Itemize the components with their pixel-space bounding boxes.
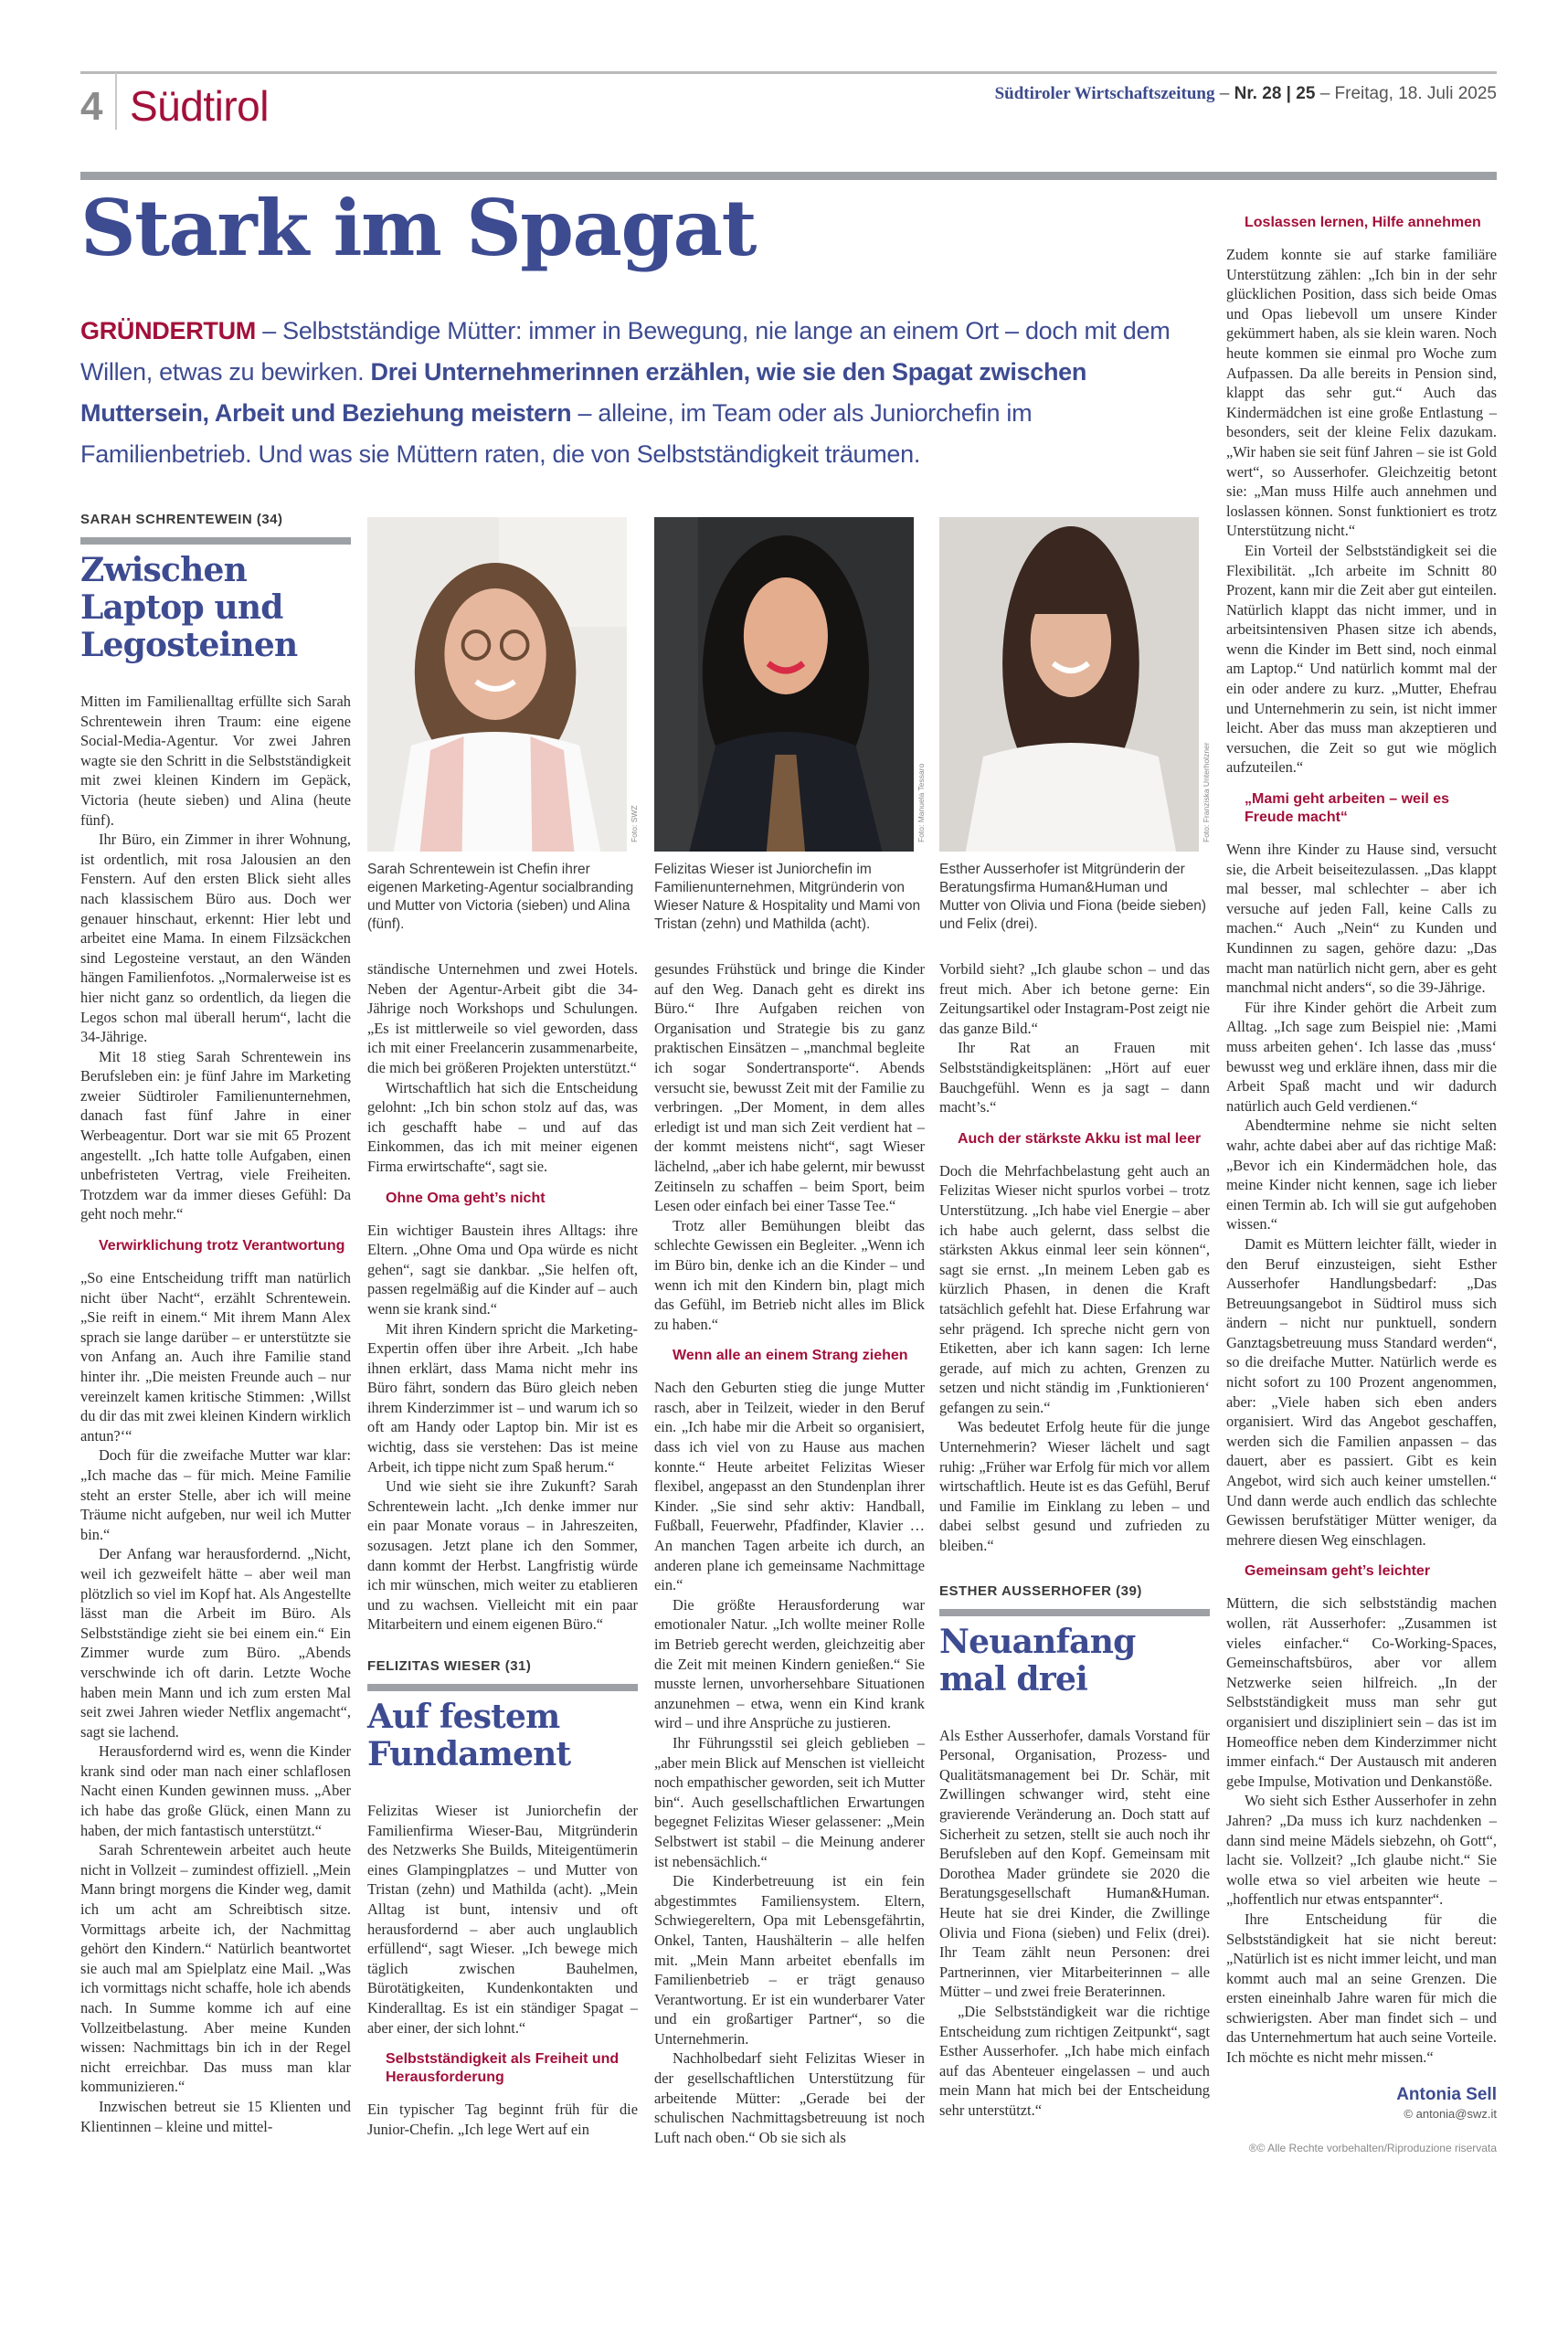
top-rule (80, 71, 1497, 74)
paragraph: Vorbild sieht? „Ich glaube schon – und das freut mich. Aber ich betone gerne: Ein Zeitungsartikel oder Instagram-Post zeigt nie das ganze Bild.“ (939, 960, 1210, 1037)
paragraph: Mitten im Familienalltag erfüllte sich Sarah Schrentewein ihren Traum: eine eigene Social-Media-Agentur. Vor zwei Jahren wagte sie den Schritt in die Selbstständigkeit mit zwei kleinen Kindern im Gepäck, Victoria (heute sieben) und Alina (heute fünf). (80, 693, 351, 829)
subheading: Ohne Oma geht’s nicht (386, 1190, 546, 1206)
paragraph: Inzwischen betreut sie 15 Klienten und Klientinnen – kleine und mittel- (80, 2097, 351, 2135)
page-number: 4 (80, 84, 103, 129)
paragraph: Ein Vorteil der Selbstständigkeit sei die Flexibilität. „Ich arbeite im Schnitt 80 Prozent, kann mir die Zeit aber gut einteilen. Natürlich klappt das nicht immer, und in arbeitsintensiven Phasen sitze ich abends, wenn die Kinder im Bett sind, noch einmal am Laptop.“ Und natürlich kommt mal der ein oder andere zu kurz. „Mutter, Ehefrau und Unternehmerin zu sein, ist nicht immer leicht. Aber das muss man akzeptieren und versuchen, die Zeit so gut wie möglich aufzuteilen.“ (1226, 541, 1497, 777)
paragraph: Nach den Geburten stieg die junge Mutter rasch, aber in Teilzeit, wieder in den Beruf ein. „Ich habe mir die Arbeit so organisiert, dass ich viel von zu Hause aus machen konnte.“ Heute arbeitet Felizitas Wieser flexibel, angepasst an den Stundenplan ihrer Kinder. „Sie sind sehr aktiv: Handball, Fußball, Feuerwehr, Pfadfinder, Klavier … An manchen Tagen arbeite ich durch, an anderen plane ich gemeinsame Nachmittage ein.“ (654, 1379, 925, 1594)
paragraph: Ihre Entscheidung für die Selbstständigkeit hat sie nicht bereut: „Natürlich ist es nicht immer leicht, und man kommt auch mal an seine Grenzen. Die ersten eineinhalb Jahre waren für mich die schwierigsten. Aber man findet sich – und das Unternehmertum hat auch seine Vorteile. Ich möchte es nicht mehr missen.“ (1226, 1910, 1497, 2067)
photo-credit-text: Foto: Franziska Unterholzner (1202, 742, 1211, 842)
caption-esther: Esther Ausserhofer ist Mitgründerin der Beratungsfirma Human&Human und Mutter von Olivia und Fiona (beide sieben) und Felix (drei). (939, 862, 1207, 932)
masthead-separator-2: – (1319, 84, 1330, 103)
rights-notice: ®© Alle Rechte vorbehalten/Riproduzione riservata (1248, 2141, 1497, 2154)
paragraph: Trotz aller Bemühungen bleibt das schlechte Gewissen ein Begleiter. „Wenn ich im Büro bin, denke ich an die Kinder – und wenn ich mit den Kindern bin, plagt mich das Gefühl, im Betrieb nicht alles im Blick zu haben.“ (654, 1216, 925, 1333)
person-label-sarah: SARAH SCHRENTEWEIN (34) (80, 512, 283, 527)
photo-credit-felizitas (916, 517, 927, 852)
person-rule (80, 537, 351, 545)
paragraph: Wirtschaftlich hat sich die Entscheidung gelohnt: „Ich bin schon stolz auf das, was ich geschafft habe – und auf das Einkommen, das ich mit meiner eigenen Firma erwirtschafte“, sagt sie. (367, 1078, 638, 1175)
lead-text-2: – alleine, im Team oder als Juniorchefin im Familienbetrieb. Und was sie Müttern raten, die von Selbstständigkeit träumen. (80, 399, 1033, 468)
masthead-separator: – (1219, 84, 1230, 103)
column-4 (939, 959, 1210, 2121)
paragraph: Was bedeutet Erfolg heute für die junge Unternehmerin? Wieser lächelt und sagt ruhig: „Früher war Erfolg für mich vor allem wirtschaftlich. Heute ist es das Gefühl, Beruf und Familie im Einklang zu leben – und dabei selbst gesund und zufrieden zu bleiben.“ (939, 1418, 1210, 1555)
column-2 (367, 959, 638, 2139)
paragraph: Ihr Rat an Frauen mit Selbstständigkeitsplänen: „Hört auf euer Bauchgefühl. Wenn es ja sagt – dann macht’s.“ (939, 1039, 1210, 1117)
paragraph: Wo sieht sich Esther Ausserhofer in zehn Jahren? „Da muss ich kurz nachdenken – dann sind meine Mädels siebzehn, oh Gott“, lacht sie. Vollzeit? „Ich glaube nicht.“ Sie wolle etwa so viel arbeiten wie heute – „hoffentlich nur etwas entspannter“. (1226, 1792, 1497, 1909)
paragraph: Ihr Büro, ein Zimmer in ihrer Wohnung, ist ordentlich, mit rosa Jalousien an den Fenstern. Auf den ersten Blick sieht alles nach klassischem Büro aus. Doch wer genauer hinschaut, erkennt: Hier lebt und arbeitet eine Mama. In einem Filzsäckchen sind Legosteine verstaut, an den Wänden hängen Familienfotos. „Normalerweise ist es hier nicht ganz so ordentlich, da liegen die Legos schon mal überall herum“, lacht die 34-Jährige. (80, 831, 351, 1046)
subheading: „Mami geht arbeiten – weil es Freude macht“ (1245, 791, 1450, 826)
email-icon: © (1404, 2106, 1414, 2121)
paragraph: Und wie sieht sie ihre Zukunft? Sarah Schrentewein lacht. „Ich denke immer nur ein paar Monate voraus – in Jahreszeiten, sozusagen. Jetzt plane ich den Sommer, dann kommt der Herbst. Langfristig würde ich mir wünschen, mich weiter zu etablieren und zu wachsen. Vielleicht mit ein paar Mitarbeitern und einem eigenen Büro.“ (367, 1477, 638, 1634)
story-title-sarah: Zwischen Laptop und Legosteinen (80, 551, 298, 664)
person-rule (367, 1684, 638, 1691)
subheading: Auch der stärkste Akku ist mal leer (958, 1130, 1202, 1147)
section-name: Südtirol (130, 82, 269, 130)
paragraph: Ein typischer Tag beginnt früh für die Junior-Chefin. „Ich lege Wert auf ein (367, 2101, 638, 2138)
paragraph: „So eine Entscheidung trifft man natürlich nicht über Nacht“, erzählt Schrentewein. „Sie reift in einem.“ Mit ihrem Mann Alex sprach sie lange darüber – er unterstützte sie von Anfang an. Auch ihre Familie stand hinter ihr. „Die meisten Freunde auch – nur vereinzelt kamen kritische Stimmen: ‚Willst du dir das mit zwei kleinen Kindern wirklich antun?‘“ (80, 1269, 351, 1445)
issue-date: Freitag, 18. Juli 2025 (1334, 84, 1497, 103)
paragraph: Herausfordernd wird es, wenn die Kinder krank sind oder man nach einer schlaflosen Nacht einen Kunden gewinnen muss. „Aber ich habe das große Glück, einen Mann zu haben, der mich fantastisch unterstützt.“ (80, 1742, 351, 1839)
caption-felizitas: Felizitas Wieser ist Juniorchefin im Familienunternehmen, Mitgründerin von Wieser Nature & Hospitality und Mami von Tristan (zehn) und Mathilda (acht). (654, 862, 921, 932)
paragraph: „Die Selbstständigkeit war die richtige Entscheidung zum richtigen Zeitpunkt“, sagt Esther Ausserhofer. „Ich habe mich einfach auf das Abenteuer eingelassen – und auch mein Mann hat mich bei der Entscheidung sehr unterstützt.“ (939, 2002, 1210, 2119)
person-label-esther: ESTHER AUSSERHOFER (39) (939, 1582, 1142, 1599)
issue-prefix: Nr. (1234, 84, 1257, 103)
paragraph: Ein wichtiger Baustein ihres Alltags: ihre Eltern. „Ohne Oma und Opa würde es nicht gehen“, sagt sie dankbar. „Sie helfen oft, passen regelmäßig auf die Kinder auf – auch wenn sie krank sind.“ (367, 1221, 638, 1318)
paragraph: Müttern, die sich selbstständig machen wollen, rät Ausserhofer: „Zusammen ist vieles einfacher.“ Co-Working-Spaces, Gemeinschaftsbüros, aber vor allem Netzwerke seien hilfreich. „In der Selbstständigkeit muss man sehr gut organisiert und diszipliniert sein – das ist im Homeoffice neben dem Kinderzimmer nicht immer einfach.“ Der Austausch mit anderen gebe Impulse, Motivation und Denkanstöße. (1226, 1594, 1497, 1790)
paragraph: Zudem konnte sie auf starke familiäre Unterstützung zählen: „Ich bin in der sehr glücklichen Position, dass sich beide Omas und Opas liebevoll um unsere Kinder gekümmert haben, als sie klein waren. Noch heute kommen sie einmal pro Woche zum Aufpassen. Da alle bereits in Pension sind, klappt das sehr gut.“ Auch das Kindermädchen ist eine große Entlastung – besonders, seit der kleine Felix dazukam. „Wir haben sie seit fünf Jahren – sie ist Gold wert“, so Ausserhofer. Gleichzeitig betont sie: „Man muss Hilfe auch annehmen und loslassen können. Sonst funktioniert es trotz Unterstützung nicht.“ (1226, 246, 1497, 540)
photo-credit-text: Foto: SWZ (630, 805, 639, 842)
photo-sarah-schrentewein (367, 517, 627, 852)
paragraph: Damit es Müttern leichter fällt, wieder in den Beruf einzusteigen, sieht Esther Ausserhofer Handlungsbedarf: „Das Betreuungsangebot in Südtirol muss sich ändern – nicht nur punktuell, sondern Ganztagsbetreuung muss Standard werden“, so die dreifache Mutter. Natürlich werde es nicht sofort zu 100 Prozent angenommen, aber: „Viele haben sich eben anders organisiert. Wird das Angebot geschaffen, werden sich die Familien anpassen – das dauert, aber es passiert. Gibt es kein Angebot, wird sich auch keiner umstellen.“ Und dann werde auch endlich das schlechte Gewissen berufstätiger Mütter weniger, da mehrere diesen Weg einschlagen. (1226, 1234, 1497, 1549)
column-5 (1226, 214, 1497, 2155)
column-1 (80, 512, 351, 2136)
paper-name: Südtiroler Wirtschaftszeitung (994, 84, 1215, 103)
paragraph: Felizitas Wieser ist Juniorchefin der Familienfirma Wieser-Bau, Mitgründerin des Netzwerks She Builds, Miteigentümerin eines Glampingplatzes – und Mutter von Tristan (zehn) und Mathilda (acht). „Mein Alltag ist bunt, intensiv und oft herausfordernd – aber auch unglaublich erfüllend“, sagt Wieser. „Ich bewege mich täglich zwischen Bauhelmen, Bürotätigkeiten, Kundenkontakten und Kinderalltag. Es ist ein ständiger Spagat – aber einer, der sich lohnt.“ (367, 1802, 638, 2037)
lead-paragraph (80, 311, 1204, 475)
subheading: Gemeinsam geht’s leichter (1245, 1563, 1431, 1580)
photo-felizitas-wieser (654, 517, 914, 852)
masthead (995, 84, 1497, 104)
paragraph: Mit ihren Kindern spricht die Marketing-Expertin offen über ihre Arbeit. „Ich habe ihnen erklärt, dass Mama nicht mehr ins Büro fährt, sondern das Büro gleich neben ihrem Kinderzimmer ist – und warum ich so oft am Handy oder Laptop bin. Mir ist es wichtig, dass sie verstehen: Das ist meine Arbeit, ich tippe nicht zum Spaß herum.“ (367, 1319, 638, 1476)
paragraph: ständische Unternehmen und zwei Hotels. Neben der Agentur-Arbeit gibt die 34-Jährige noch Workshops und Schulungen. „Es ist mittlerweile so viel geworden, dass ich mit einer Freelancerin zusammenarbeite, die mich bei größeren Projekten unterstützt.“ (367, 960, 638, 1076)
person-rule (939, 1609, 1210, 1616)
paragraph: Abendtermine nehme sie nicht selten wahr, achte dabei aber auf das richtige Maß: „Bevor ich ein Kindermädchen hole, das meine Kinder nicht kennen, sage ich lieber einen Termin ab. Ich will sie gut aufgehoben wissen.“ (1226, 1117, 1497, 1233)
paragraph: Als Esther Ausserhofer, damals Vorstand für Personal, Organisation, Prozess- und Qualitätsmanagement bei Dr. Schär, mit Zwillingen schwanger wird, steht eine gravierende Veränderung an. Doch statt auf Sicherheit zu setzen, stellt sie auch noch ihr Berufsleben auf den Kopf. Gemeinsam mit Dorothea Mader gründete sie 2020 die Beratungsgesellschaft Human&Human. Heute hat sie drei Kinder, die Zwillinge Olivia und Fiona (sieben) und Felix (drei). Ihr Team zählt neun Personen: drei Partnerinnen, vier Mitarbeiterinnen – alle Mütter – und zwei freie Beraterinnen. (939, 1726, 1210, 2001)
author-email-row (1226, 2106, 1497, 2122)
paragraph: Doch für die zweifache Mutter war klar: „Ich mache das – für mich. Meine Familie steht an erster Stelle, aber ich will meine Träume nicht aufgeben, nur weil ich Mutter bin.“ (80, 1446, 351, 1543)
subheading: Wenn alle an einem Strang ziehen (673, 1348, 908, 1364)
page-headline: Stark im Spagat (80, 183, 756, 273)
page-separator (115, 73, 117, 130)
photo-credit-sarah (629, 517, 640, 852)
photo-credit-esther (1201, 517, 1212, 852)
story-title-felizitas: Auf festem Fundament (367, 1698, 571, 1773)
person-label-felizitas: FELIZITAS WIESER (31) (367, 1658, 532, 1674)
paragraph: Wenn ihre Kinder zu Hause sind, versucht sie, die Arbeit beiseitezulassen. „Das klappt mal besser, mal schlechter – aber ich versuche auf jeden Fall, keine Calls zu machen.“ Auch „Nein“ zu Kunden und Kundinnen zu sagen, gehöre dazu: „Das macht man natürlich nicht gern, aber es geht manchmal nicht anders“, so die 39-Jährige. (1226, 841, 1497, 997)
paragraph: Mit 18 stieg Sarah Schrentewein ins Berufsleben ein: je fünf Jahre im Marketing zweier Südtiroler Familienunternehmen, danach fast fünf Jahre in einer Werbeagentur. Dort war sie mit 65 Prozent angestellt. „Ich hatte tolle Aufgaben, einen unbefristeten Vertrag, viele Freiheiten. Trotzdem war da immer dieses Gefühl: Da geht noch mehr.“ (80, 1047, 351, 1223)
subheading: Selbstständigkeit als Freiheit und Herausforderung (386, 2051, 620, 2086)
paragraph: Die größte Herausforderung war emotionaler Natur. „Ich wollte meiner Rolle im Betrieb gerecht werden, gleichzeitig aber die Zeit mit meinen Kindern genießen.“ Sie musste lernen, unvorhersehbare Situationen anzunehmen – etwa, wenn ein Kind krank wird – und ihre Ansprüche zu justieren. (654, 1595, 925, 1732)
photo-credit-text: Foto: Manuela Tessaro (916, 763, 926, 842)
paragraph: Doch die Mehrfachbelastung geht auch an Felizitas Wieser nicht spurlos vorbei – trotz Unterstützung. „Ich habe viel Energie – aber ich habe auch gelernt, dass selbst die stärksten Akkus einmal leer sein können“, sagt sie ernst. „In meinem Leben gab es kürzlich Phasen, in denen die Kraft tatsächlich gefehlt hat. Diese Erfahrung war sehr prägend. Ich spreche nicht gern von Etiketten, aber ich kann sagen: Ich lerne gerade, auf mich zu achten, Grenzen zu setzen und nicht ständig im ‚Funktionieren‘ gefangen zu sein.“ (939, 1161, 1210, 1416)
paragraph: Der Anfang war herausfordernd. „Nicht, weil ich gezweifelt hätte – aber weil man plötzlich so viel im Kopf hat. Als Angestellte lässt man die Arbeit im Büro. Als Selbstständige zieht sie bei einem ein.“ Ein Zimmer wurde zum Büro. „Abends verschwinde ich oft darin. Letzte Woche haben mein Mann und ich zum ersten Mal seit zwei Jahren wieder Netflix angemacht“, sagt sie lachend. (80, 1545, 351, 1741)
photo-esther-ausserhofer (939, 517, 1199, 852)
lead-text-1: – Selbstständige Mütter: immer in Bewegung, nie lange an einem Ort – doch mit dem Willen, etwas zu bewirken. (80, 317, 1171, 386)
subheading: Verwirklichung trotz Verantwortung (99, 1238, 345, 1254)
column-3 (654, 959, 925, 2147)
lead-text-bold: Drei Unternehmerinnen erzählen, wie sie den Spagat zwischen Muttersein, Arbeit und Beziehung meistern (80, 358, 1087, 427)
paragraph: Sarah Schrentewein arbeitet auch heute nicht in Vollzeit – zumindest offiziell. „Mein Mann bringt morgens die Kinder weg, damit ich um acht am Schreibtisch sitze. Vormittags arbeite ich, der Nachmittag gehört den Kindern.“ Natürlich beantwortet sie auch mal am Spielplatz eine Mail. „Was ich vormittags nicht schaffe, hole ich abends nach. In Summe komme ich auf eine Vollzeitbelastung. Aber meine Kunden wissen: Nachmittags bin ich in der Regel nicht erreichbar. Das muss man klar kommunizieren.“ (80, 1841, 351, 2096)
lead-kicker: GRÜNDERTUM (80, 317, 256, 344)
author-email[interactable]: antonia@swz.it (1415, 2106, 1497, 2121)
headline-rule (80, 172, 1497, 180)
author-name: Antonia Sell (1396, 2084, 1497, 2104)
paragraph: Die Kinderbetreuung ist ein fein abgestimmtes Familiensystem. Eltern, Schwiegereltern, Opa mit Lebensgefährtin, Onkel, Tanten, Haushälterin – alle helfen mit. „Mein Mann arbeitet ebenfalls im Familienbetrieb – er trägt genauso Verantwortung. Er ist ein wunderbarer Vater und ein großartiger Partner“, so die Unternehmerin. (654, 1872, 925, 2048)
story-title-esther: Neuanfang mal drei (939, 1622, 1136, 1699)
paragraph: gesundes Frühstück und bringe die Kinder auf den Weg. Danach geht es direkt ins Büro.“ Ihre Aufgaben reichen von Organisation und Strategie bis zu ganz praktischen Einsätzen – „manchmal begleite ich sogar Sondertransporte“. Abends versucht sie, bewusst Zeit mit der Familie zu verbringen. „Der Moment, in dem alles erledigt ist und man sich Zeit verdient hat – der kommt meistens nicht“, sagt Wieser lächelnd, „aber ich habe gelernt, mir bewusst Zeitinseln zu schaffen – beim Sport, beim Lesen oder einfach bei einer Tasse Tee.“ (654, 960, 925, 1215)
paragraph: Ihr Führungsstil sei gleich geblieben – „aber mein Blick auf Menschen ist vielleicht noch empathischer geworden, seit ich Mutter bin“. Auch gesellschaftlichen Erwartungen begegnet Felizitas Wieser gelassener: „Mein Selbstwert ist stabil – die Meinung anderer ist nebensächlich.“ (654, 1733, 925, 1870)
paragraph: Für ihre Kinder gehört die Arbeit zum Alltag. „Ich sage zum Beispiel nie: ‚Mami muss arbeiten gehen‘. Ich lasse das ‚muss‘ bewusst weg und erkläre ihnen, dass mir die Arbeit Spaß macht und wir dadurch natürlich auch Geld verdienen.“ (1226, 998, 1497, 1115)
byline (1226, 2084, 1497, 2122)
caption-sarah: Sarah Schrentewein ist Chefin ihrer eigenen Marketing-Agentur socialbranding und Mutter von Victoria (sieben) und Alina (fünf). (367, 862, 634, 932)
paragraph: Nachholbedarf sieht Felizitas Wieser in der gesellschaftlichen Unterstützung für arbeitende Mütter: „Gerade bei der schulischen Nachmittagsbetreuung ist noch Luft nach oben.“ Ob sie sich als (654, 2049, 925, 2146)
issue-number: 28 | 25 (1262, 84, 1316, 103)
subheading: Loslassen lernen, Hilfe annehmen (1245, 215, 1481, 230)
